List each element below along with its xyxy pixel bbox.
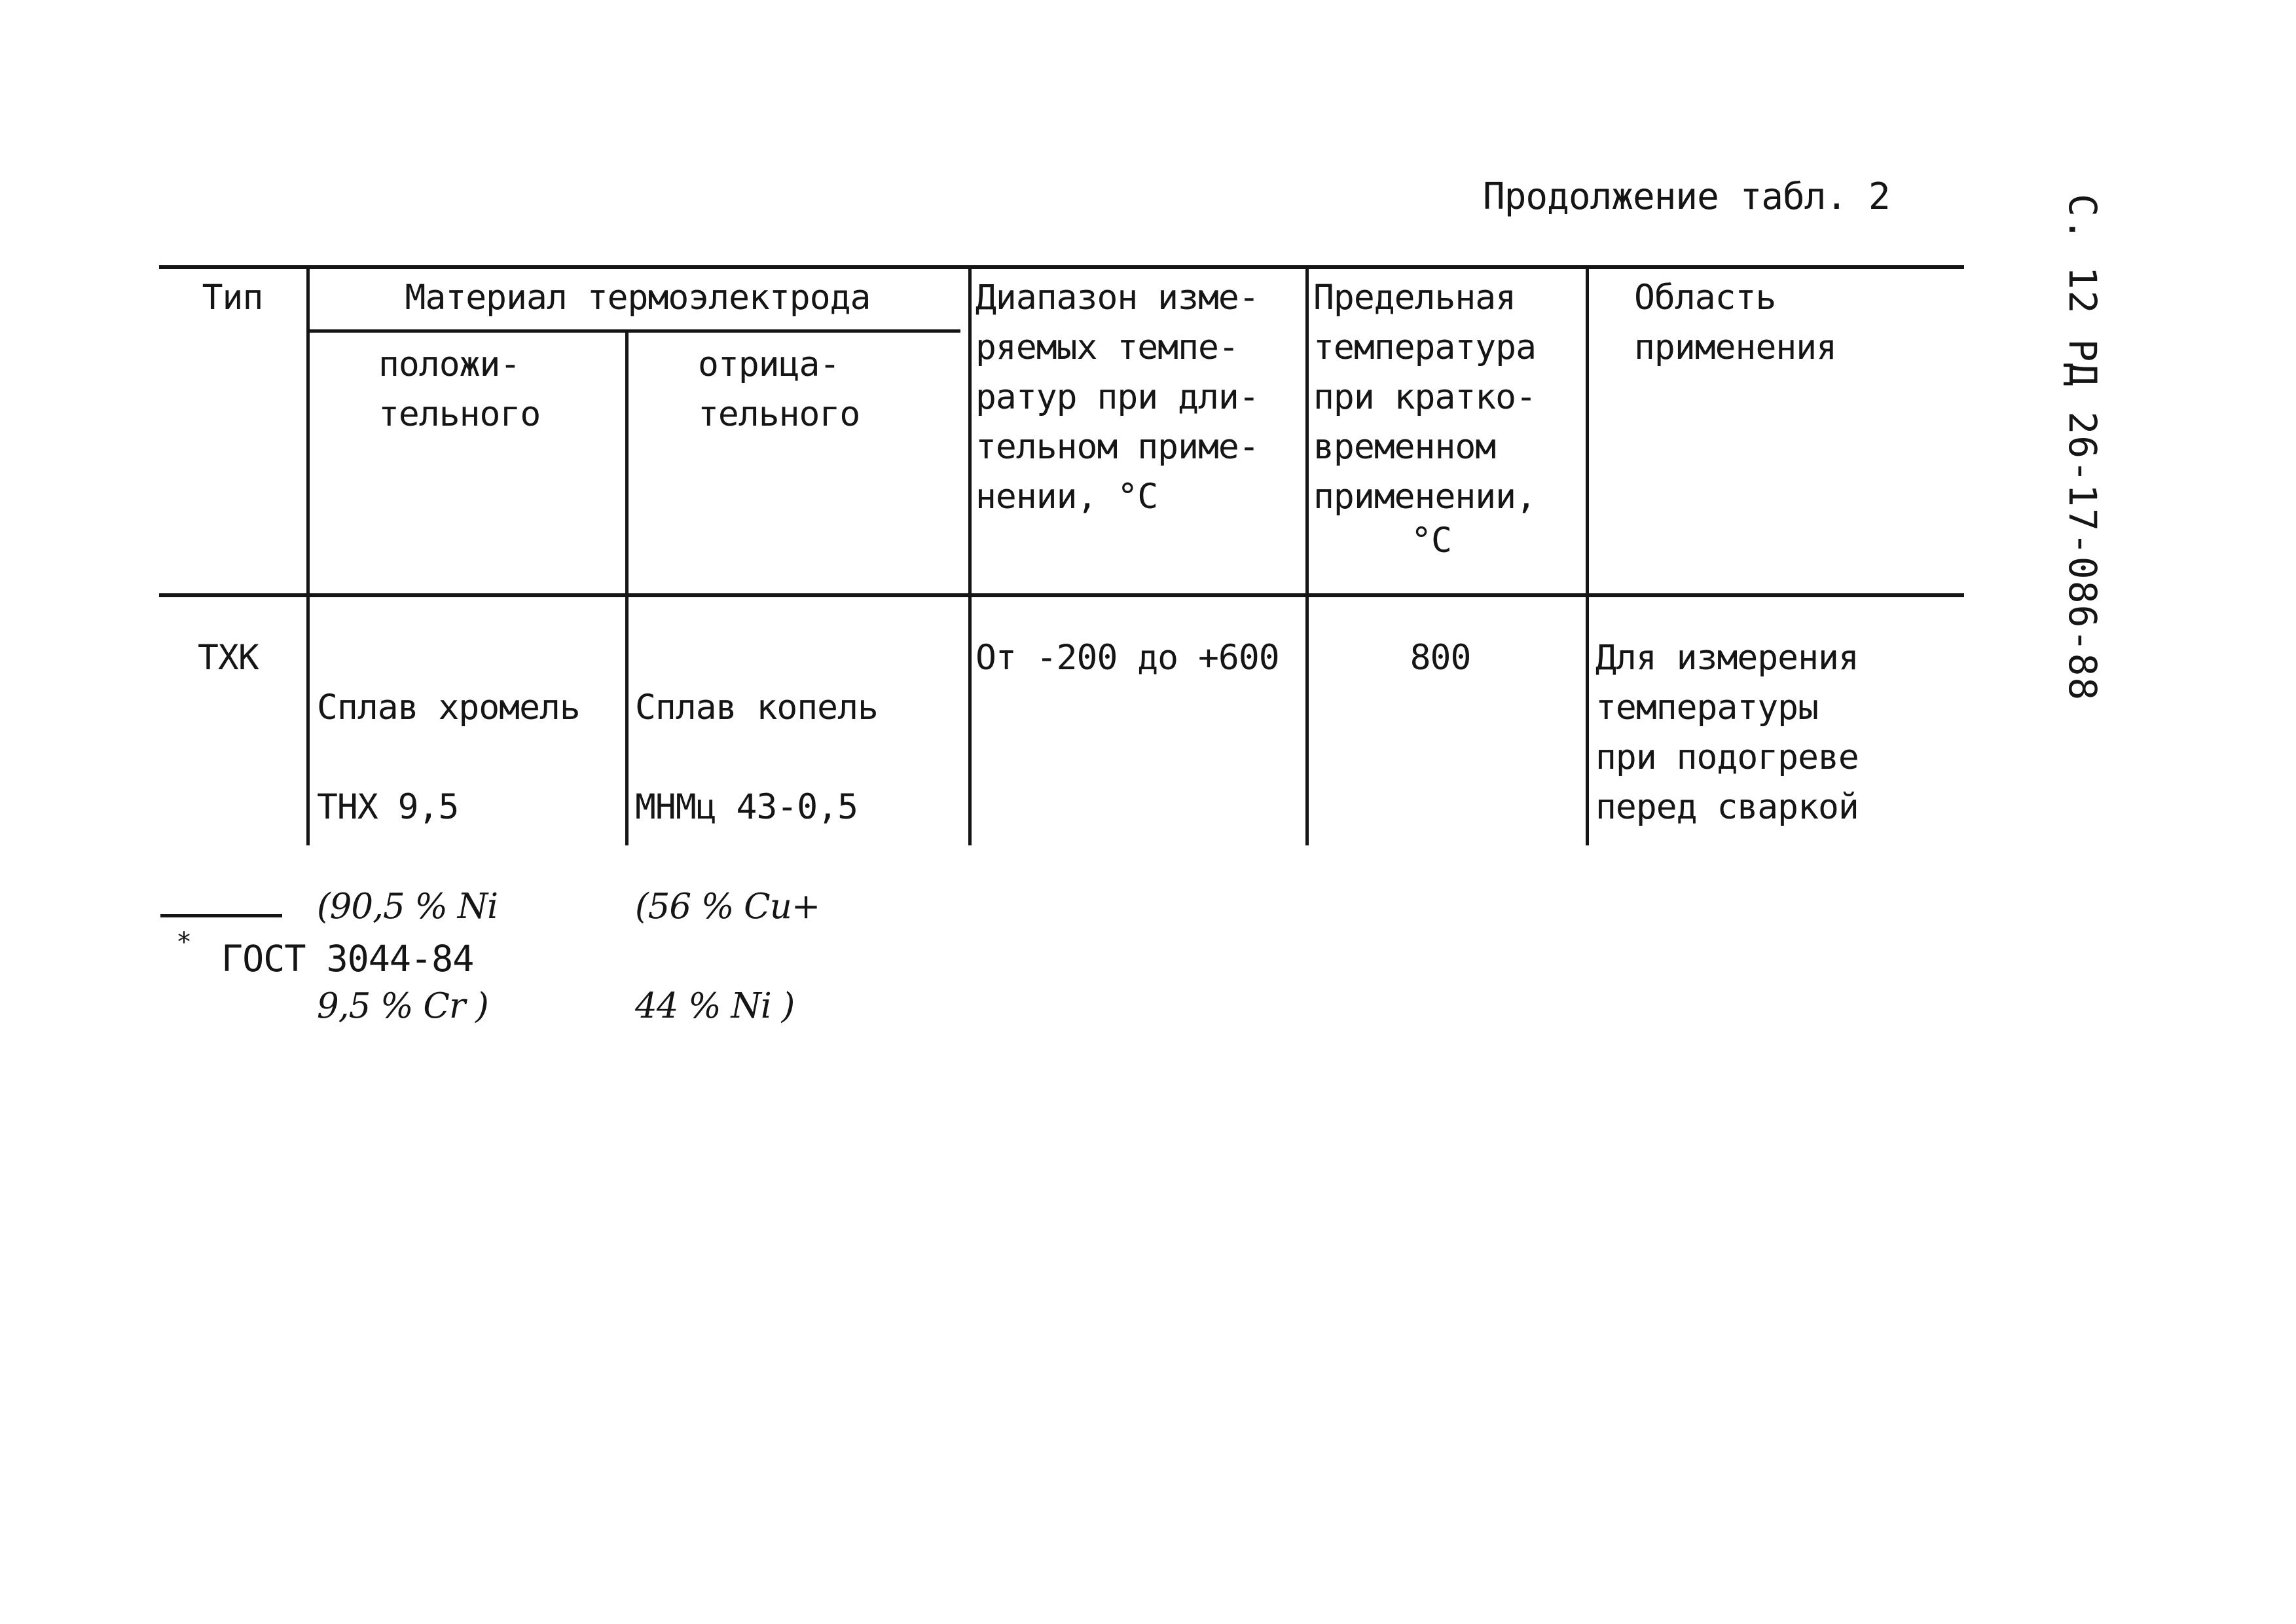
table-continuation-label: Продолжение табл. 2	[1483, 175, 1890, 218]
header-bottom-rule	[159, 593, 1964, 597]
header-limit: Предельная температура при кратко- временном применении,	[1313, 278, 1536, 517]
positive-line-3: (90,5 % Ni	[317, 887, 498, 927]
header-positive: положи- тельного	[378, 344, 541, 434]
positive-line-2: ТНХ 9,5	[317, 787, 459, 827]
cell-range: От -200 до +600	[975, 638, 1279, 678]
header-negative: отрица- тельного	[698, 344, 860, 434]
header-type: Тип	[202, 278, 263, 318]
footnote-mark: *	[176, 927, 192, 957]
header-range: Диапазон изме- ряемых темпе- ратур при дли- тельном приме- нении, °С	[975, 278, 1259, 517]
cell-application: Для измерения температуры при подогреве перед сваркой	[1595, 638, 1859, 827]
footnote-rule	[160, 914, 282, 917]
negative-line-4: 44 % Ni )	[635, 986, 795, 1026]
negative-line-2: МНМц 43-0,5	[635, 787, 858, 827]
column-divider-2	[625, 331, 629, 845]
page-side-code: С. 12 РД 26-17-086-88	[2060, 194, 2105, 702]
header-limit-unit: °С	[1411, 521, 1451, 561]
column-divider-3	[968, 265, 972, 845]
column-divider-4	[1305, 265, 1309, 845]
footnote	[176, 927, 474, 980]
negative-line-3: (56 % Cu+	[635, 887, 820, 927]
cell-negative	[635, 633, 962, 1081]
negative-line-1: Сплав копель	[635, 688, 878, 728]
positive-line-4: 9,5 % Cr )	[317, 986, 488, 1026]
cell-type: ТХК	[198, 638, 259, 678]
column-divider-1	[306, 265, 310, 845]
column-divider-5	[1586, 265, 1589, 845]
footnote-text: ГОСТ 3044-84	[221, 938, 474, 980]
cell-limit: 800	[1410, 638, 1471, 678]
positive-line-1: Сплав хромель	[317, 688, 580, 728]
cell-positive	[317, 633, 625, 1081]
table-top-rule	[159, 265, 1964, 269]
header-application: Область применения	[1634, 278, 1837, 367]
header-material-group: Материал термоэлектрода	[405, 278, 871, 318]
material-group-rule	[308, 329, 960, 333]
